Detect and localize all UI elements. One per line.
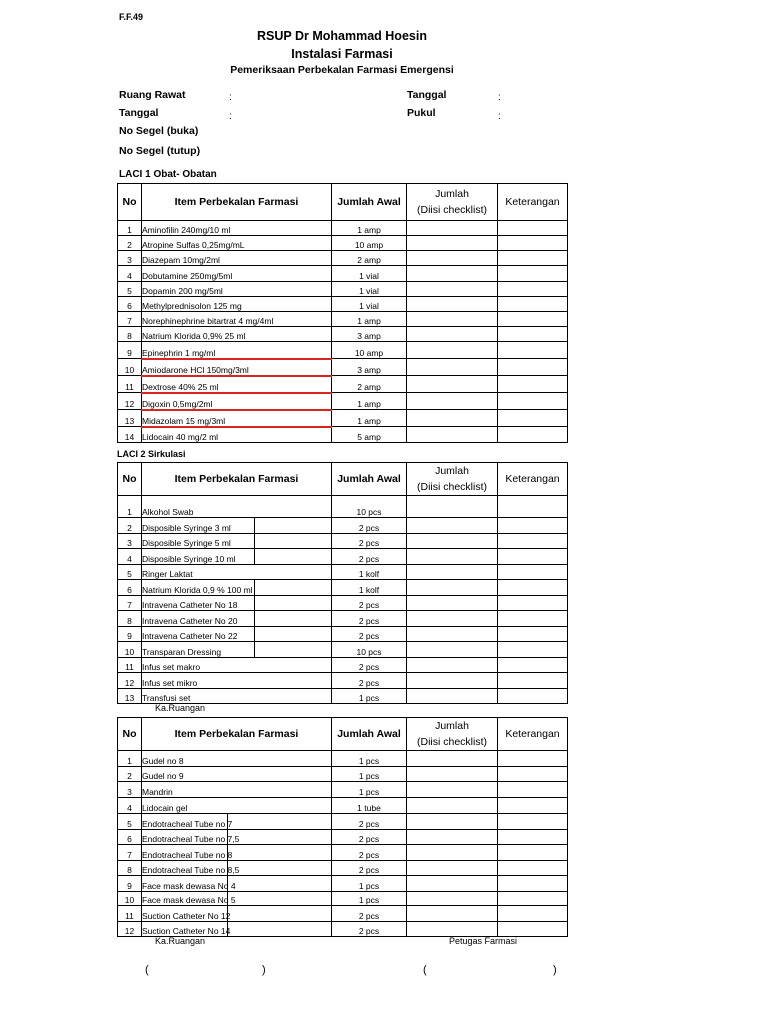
item-name: Transparan Dressing [142,642,332,658]
cell-divider [227,829,228,845]
item-name: Lidocain gel [142,798,332,814]
item-name: Dobutamine 250mg/5ml [142,266,332,282]
table-row [118,611,568,627]
col-no-header: No [118,184,142,221]
jumlah-awal: 1 kolf [332,580,407,596]
table-row [118,518,568,534]
jumlah-checklist-cell[interactable] [407,427,498,443]
cell-divider [227,860,228,876]
jumlah-awal: 10 pcs [332,496,407,518]
row-number: 11 [118,376,142,393]
jumlah-awal: 10 amp [332,342,407,359]
jumlah-checklist-cell[interactable] [407,689,498,704]
row-number: 7 [118,845,142,861]
tanggal-right-colon: : [498,92,501,103]
row-number: 9 [118,627,142,642]
laci-1-title: LACI 1 Obat- Obatan [119,169,217,180]
row-number: 8 [118,611,142,627]
item-name: Infus set mikro [142,673,332,689]
item-name: Endotracheal Tube no 8,5 [142,861,332,876]
ka-ruangan-signature-label: Ka.Ruangan [155,936,206,946]
cell-divider [254,626,255,642]
diisi-checklist-label: (Diisi checklist) [416,481,487,493]
jumlah-awal: 1 vial [332,266,407,282]
keterangan-cell[interactable] [498,327,568,342]
keterangan-cell[interactable] [498,534,568,549]
row-number: 11 [118,658,142,673]
jumlah-awal: 2 pcs [332,534,407,549]
table-row [118,427,568,443]
tanggal-left-label: Tanggal [119,107,159,119]
jumlah-awal: 2 pcs [332,830,407,845]
row-number: 4 [118,798,142,814]
jumlah-awal: 2 pcs [332,596,407,611]
keterangan-cell[interactable] [498,342,568,359]
jumlah-checklist-cell[interactable] [407,342,498,359]
laci-2-ka-ruangan-label: Ka.Ruangan [155,703,206,713]
laci-1-table [117,183,568,443]
form-code: F.F.49 [119,12,144,22]
keterangan-cell[interactable] [498,565,568,580]
jumlah-awal: 1 pcs [332,876,407,892]
keterangan-cell[interactable] [498,814,568,830]
row-number: 2 [118,236,142,251]
row-number: 8 [118,861,142,876]
table-row [118,297,568,312]
jumlah-awal: 1 pcs [332,892,407,906]
item-name: Endotracheal Tube no 7,5 [142,830,332,845]
table-row [118,221,568,236]
keterangan-cell[interactable] [498,496,568,518]
table-row [118,861,568,876]
row-number: 6 [118,297,142,312]
jumlah-checklist-cell[interactable] [407,876,498,892]
table-row [118,596,568,611]
jumlah-awal: 2 pcs [332,814,407,830]
jumlah-awal: 2 pcs [332,611,407,627]
table-row [118,327,568,342]
table-row [118,393,568,410]
jumlah-awal: 1 tube [332,798,407,814]
no-segel-buka-label: No Segel (buka) [119,125,199,137]
row-number: 1 [118,496,142,518]
col-item-header: Item Perbekalan Farmasi [142,718,332,751]
keterangan-cell[interactable] [498,266,568,282]
jumlah-awal: 10 pcs [332,642,407,658]
jumlah-awal: 3 amp [332,327,407,342]
keterangan-cell[interactable] [498,627,568,642]
row-number: 9 [118,342,142,359]
table-row [118,642,568,658]
item-name: Suction Catheter No 12 [142,906,332,922]
row-number: 5 [118,282,142,297]
form-title: Pemeriksaan Perbekalan Farmasi Emergensi [230,64,454,76]
item-name: Suction Catheter No 14 [142,922,332,937]
item-name: Diazepam 10mg/2ml [142,251,332,266]
jumlah-checklist-cell[interactable] [407,282,498,297]
row-number: 10 [118,642,142,658]
jumlah-label: Jumlah [435,465,469,477]
item-name: Endotracheal Tube no 7 [142,814,332,830]
jumlah-checklist-cell[interactable] [407,830,498,845]
table-row [118,922,568,937]
jumlah-awal: 2 pcs [332,549,407,565]
table-row [118,892,568,906]
table-row [118,496,568,518]
jumlah-checklist-cell[interactable] [407,627,498,642]
item-name: Gudel no 9 [142,767,332,782]
row-number: 8 [118,327,142,342]
table-row [118,845,568,861]
item-name: Atropine Sulfas 0,25mg/mL [142,236,332,251]
item-name: Aminofilin 240mg/10 ml [142,221,332,236]
cell-divider [227,891,228,906]
cell-divider [254,595,255,611]
cell-divider [227,921,228,937]
item-name: Disposible Syringe 10 ml [142,549,332,565]
row-number: 3 [118,534,142,549]
jumlah-awal: 3 amp [332,359,407,376]
jumlah-checklist-cell[interactable] [407,312,498,327]
cell-divider [227,905,228,922]
cell-divider [254,641,255,658]
jumlah-awal: 1 pcs [332,689,407,704]
jumlah-awal: 1 kolf [332,565,407,580]
jumlah-awal: 1 amp [332,312,407,327]
jumlah-checklist-cell[interactable] [407,922,498,937]
item-name: Epinephrin 1 mg/ml [142,342,332,359]
jumlah-checklist-cell[interactable] [407,496,498,518]
jumlah-checklist-cell[interactable] [407,611,498,627]
jumlah-checklist-cell[interactable] [407,410,498,427]
item-name: Midazolam 15 mg/3ml [142,410,332,427]
col-jumlah-header [407,184,498,221]
keterangan-cell[interactable] [498,410,568,427]
row-number: 12 [118,673,142,689]
jumlah-awal: 1 pcs [332,751,407,767]
table-row [118,282,568,297]
row-number: 11 [118,906,142,922]
diisi-checklist-label: (Diisi checklist) [416,736,487,748]
keterangan-cell[interactable] [498,282,568,297]
jumlah-checklist-cell[interactable] [407,518,498,534]
jumlah-checklist-cell[interactable] [407,642,498,658]
jumlah-awal: 2 pcs [332,922,407,937]
keterangan-cell[interactable] [498,798,568,814]
jumlah-label: Jumlah [435,720,469,732]
table-row [118,830,568,845]
cell-divider [227,844,228,861]
row-number: 12 [118,922,142,937]
cell-divider [227,875,228,892]
table-row [118,751,568,767]
keterangan-cell[interactable] [498,922,568,937]
item-name: Natrium Klorida 0,9% 25 ml [142,327,332,342]
keterangan-cell[interactable] [498,359,568,376]
table-row [118,876,568,892]
item-name: Methylprednisolon 125 mg [142,297,332,312]
jumlah-awal: 1 pcs [332,782,407,798]
petugas-farmasi-signature-label: Petugas Farmasi [449,936,518,946]
row-number: 9 [118,876,142,892]
col-item-header: Item Perbekalan Farmasi [142,463,332,496]
item-name: Face mask dewasa No 5 [142,892,332,906]
row-number: 4 [118,549,142,565]
diisi-checklist-label: (Diisi checklist) [416,204,487,216]
keterangan-cell[interactable] [498,580,568,596]
col-jumlah-awal-header: Jumlah Awal [332,184,407,221]
item-name: Intravena Catheter No 18 [142,596,332,611]
ruang-rawat-label: Ruang Rawat [119,89,186,101]
jumlah-awal: 2 amp [332,376,407,393]
laci-2-title: LACI 2 Sirkulasi [117,449,186,459]
jumlah-awal: 1 amp [332,393,407,410]
jumlah-awal: 2 pcs [332,845,407,861]
item-name: Gudel no 8 [142,751,332,767]
jumlah-awal: 2 pcs [332,906,407,922]
table-row [118,342,568,359]
row-number: 6 [118,830,142,845]
department-title: Instalasi Farmasi [291,47,393,61]
jumlah-awal: 1 amp [332,410,407,427]
table-row [118,673,568,689]
jumlah-checklist-cell[interactable] [407,236,498,251]
item-name: Ringer Laktat [142,565,332,580]
table-row [118,658,568,673]
jumlah-checklist-cell[interactable] [407,782,498,798]
item-name: Dextrose 40% 25 ml [142,376,332,393]
table-row [118,627,568,642]
item-name: Disposible Syringe 5 ml [142,534,332,549]
jumlah-awal: 1 pcs [332,767,407,782]
keterangan-cell[interactable] [498,611,568,627]
keterangan-cell[interactable] [498,906,568,922]
col-keterangan-header: Keterangan [498,463,568,496]
jumlah-awal: 2 pcs [332,627,407,642]
jumlah-checklist-cell[interactable] [407,658,498,673]
keterangan-cell[interactable] [498,312,568,327]
jumlah-checklist-cell[interactable] [407,673,498,689]
tanggal-left-colon: : [229,111,232,122]
row-number: 2 [118,767,142,782]
item-name: Endotracheal Tube no 8 [142,845,332,861]
item-name: Alkohol Swab [142,496,332,518]
table-row [118,549,568,565]
keterangan-cell[interactable] [498,876,568,892]
row-number: 5 [118,814,142,830]
jumlah-awal: 1 vial [332,297,407,312]
table-row [118,376,568,393]
cell-divider [254,533,255,549]
jumlah-checklist-cell[interactable] [407,266,498,282]
keterangan-cell[interactable] [498,427,568,443]
col-no-header: No [118,718,142,751]
item-name: Face mask dewasa No 4 [142,876,332,892]
table-row [118,798,568,814]
item-name: Natrium Klorida 0,9 % 100 ml [142,580,332,596]
jumlah-checklist-cell[interactable] [407,327,498,342]
item-name: Lidocain 40 mg/2 ml [142,427,332,443]
row-number: 4 [118,266,142,282]
laci-3-table [117,717,568,937]
keterangan-cell[interactable] [498,689,568,704]
jumlah-label: Jumlah [435,188,469,200]
jumlah-checklist-cell[interactable] [407,376,498,393]
jumlah-checklist-cell[interactable] [407,251,498,266]
keterangan-cell[interactable] [498,642,568,658]
table-row [118,266,568,282]
jumlah-checklist-cell[interactable] [407,534,498,549]
keterangan-cell[interactable] [498,845,568,861]
col-keterangan-header: Keterangan [498,184,568,221]
keterangan-cell[interactable] [498,518,568,534]
table-row [118,689,568,704]
col-jumlah-awal-header: Jumlah Awal [332,463,407,496]
keterangan-cell[interactable] [498,393,568,410]
keterangan-cell[interactable] [498,297,568,312]
table-row [118,814,568,830]
row-number: 10 [118,892,142,906]
jumlah-checklist-cell[interactable] [407,892,498,906]
col-jumlah-awal-header: Jumlah Awal [332,718,407,751]
jumlah-awal: 5 amp [332,427,407,443]
keterangan-cell[interactable] [498,658,568,673]
keterangan-cell[interactable] [498,236,568,251]
jumlah-checklist-cell[interactable] [407,814,498,830]
table-row [118,236,568,251]
jumlah-checklist-cell[interactable] [407,297,498,312]
jumlah-checklist-cell[interactable] [407,798,498,814]
keterangan-cell[interactable] [498,376,568,393]
row-number: 1 [118,221,142,236]
item-name: Mandrin [142,782,332,798]
keterangan-cell[interactable] [498,782,568,798]
row-number: 1 [118,751,142,767]
table-row [118,312,568,327]
jumlah-checklist-cell[interactable] [407,393,498,410]
jumlah-awal: 10 amp [332,236,407,251]
jumlah-awal: 1 vial [332,282,407,297]
row-number: 7 [118,312,142,327]
cell-divider [254,517,255,534]
item-name: Digoxin 0,5mg/2ml [142,393,332,410]
row-number: 5 [118,565,142,580]
jumlah-awal: 1 amp [332,221,407,236]
keterangan-cell[interactable] [498,892,568,906]
table-row [118,251,568,266]
jumlah-awal: 2 pcs [332,861,407,876]
row-number: 10 [118,359,142,376]
jumlah-awal: 2 pcs [332,658,407,673]
col-keterangan-header: Keterangan [498,718,568,751]
jumlah-checklist-cell[interactable] [407,565,498,580]
keterangan-cell[interactable] [498,596,568,611]
keterangan-cell[interactable] [498,861,568,876]
col-jumlah-header [407,718,498,751]
keterangan-cell[interactable] [498,830,568,845]
item-name: Intravena Catheter No 20 [142,611,332,627]
row-number: 13 [118,410,142,427]
table-row [118,410,568,427]
jumlah-checklist-cell[interactable] [407,549,498,565]
ka-ruangan-open-paren: ( [145,964,149,976]
item-name: Dopamin 200 mg/5ml [142,282,332,297]
row-number: 6 [118,580,142,596]
row-number: 2 [118,518,142,534]
no-segel-tutup-label: No Segel (tutup) [119,145,201,157]
col-no-header: No [118,463,142,496]
item-name: Transfusi set [142,689,332,704]
pukul-colon: : [498,111,501,122]
petugas-close-paren: ) [553,964,557,976]
keterangan-cell[interactable] [498,221,568,236]
table-row [118,359,568,376]
table-row [118,534,568,549]
jumlah-awal: 2 pcs [332,673,407,689]
jumlah-checklist-cell[interactable] [407,221,498,236]
jumlah-checklist-cell[interactable] [407,845,498,861]
row-number: 12 [118,393,142,410]
item-name: Intravena Catheter No 22 [142,627,332,642]
petugas-open-paren: ( [423,964,427,976]
keterangan-cell[interactable] [498,549,568,565]
table-row [118,906,568,922]
cell-divider [254,610,255,627]
cell-divider [227,813,228,830]
jumlah-checklist-cell[interactable] [407,596,498,611]
keterangan-cell[interactable] [498,673,568,689]
keterangan-cell[interactable] [498,751,568,767]
item-name: Disposible Syringe 3 ml [142,518,332,534]
cell-divider [254,579,255,596]
col-jumlah-header [407,463,498,496]
ka-ruangan-close-paren: ) [262,964,266,976]
table-row [118,580,568,596]
cell-divider [254,548,255,565]
row-number: 13 [118,689,142,704]
hospital-title: RSUP Dr Mohammad Hoesin [257,29,427,43]
col-item-header: Item Perbekalan Farmasi [142,184,332,221]
jumlah-awal: 2 amp [332,251,407,266]
tanggal-right-label: Tanggal [407,89,447,101]
jumlah-checklist-cell[interactable] [407,861,498,876]
row-number: 7 [118,596,142,611]
item-name: Amiodarone HCl 150mg/3ml [142,359,332,376]
jumlah-checklist-cell[interactable] [407,906,498,922]
jumlah-checklist-cell[interactable] [407,767,498,782]
table-row [118,565,568,580]
row-number: 14 [118,427,142,443]
jumlah-checklist-cell[interactable] [407,751,498,767]
ruang-rawat-colon: : [229,92,232,103]
row-number: 3 [118,782,142,798]
table-row [118,767,568,782]
laci-2-table [117,462,568,704]
row-number: 3 [118,251,142,266]
jumlah-awal: 2 pcs [332,518,407,534]
item-name: Norephinephrine bitartrat 4 mg/4ml [142,312,332,327]
pukul-label: Pukul [407,107,436,119]
jumlah-checklist-cell[interactable] [407,359,498,376]
jumlah-checklist-cell[interactable] [407,580,498,596]
item-name: Infus set makro [142,658,332,673]
table-row [118,782,568,798]
keterangan-cell[interactable] [498,251,568,266]
keterangan-cell[interactable] [498,767,568,782]
